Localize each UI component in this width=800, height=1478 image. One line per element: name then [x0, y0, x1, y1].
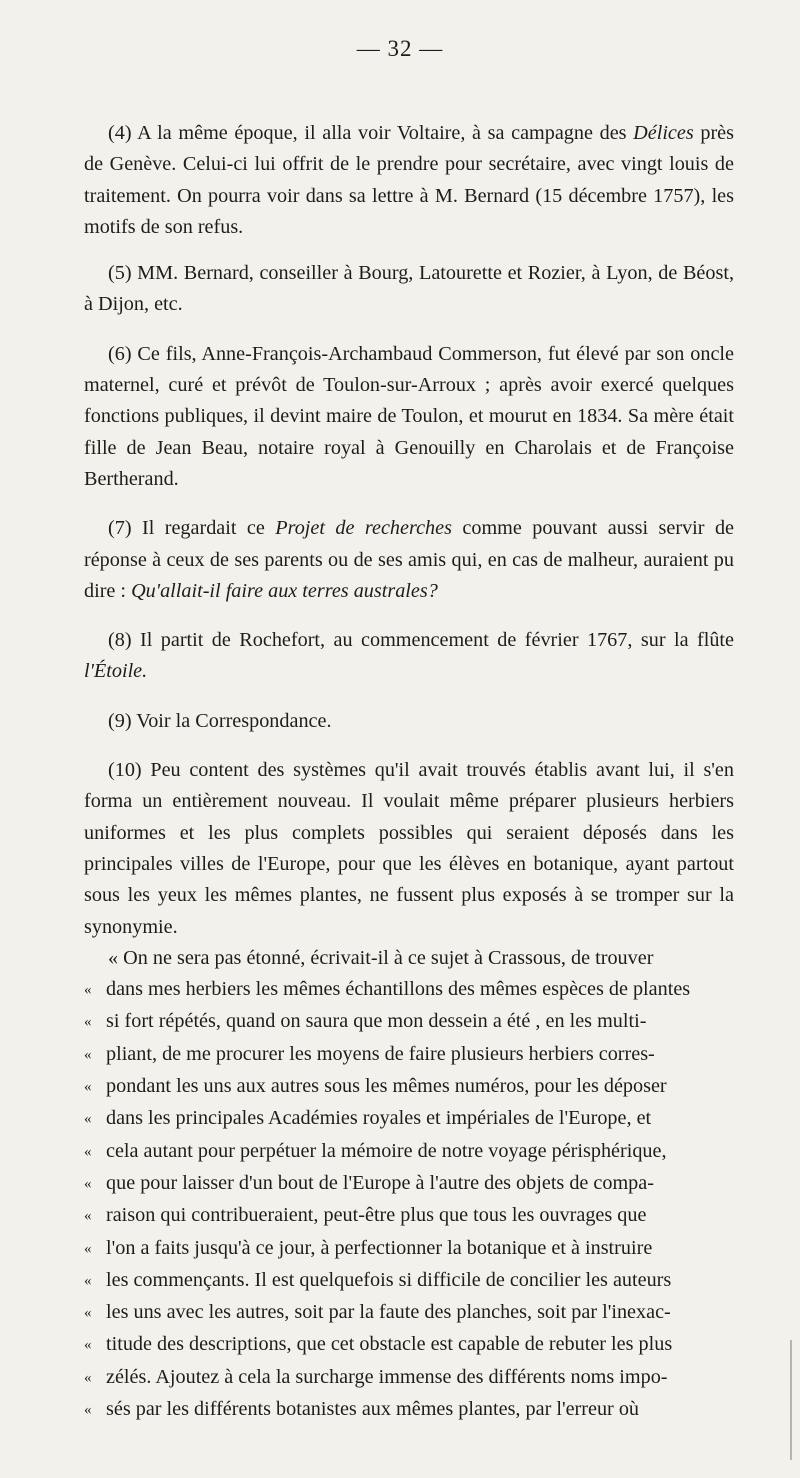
quote-line-text: pondant les uns aux autres sous les mêmes numéros, pour les déposer — [106, 1075, 667, 1098]
quote-line — [84, 1200, 734, 1232]
quote-mark: « — [84, 1305, 92, 1322]
quote-mark: « — [84, 1240, 92, 1257]
quote-line — [84, 1071, 734, 1103]
quote-line — [84, 1233, 734, 1265]
quote-line-text: titude des descriptions, que cet obstacle est capable de rebuter les plus — [106, 1333, 673, 1356]
note-8: (8) Il partit de Rochefort, au commencement de février 1767, sur la flûte l'Étoile. — [84, 629, 734, 683]
quote-line-text: les commençants. Il est quelquefois si difficile de concilier les auteurs — [106, 1268, 672, 1291]
quote-line-text: raison qui contribueraient, peut-être plus que tous les ouvrages que — [106, 1204, 647, 1227]
quote-mark: « — [84, 1401, 92, 1418]
quote-line — [84, 1168, 734, 1200]
note-7: (7) Il regardait ce Projet de recherches comme pouvant aussi servir de réponse à ceux de ses parents ou de ses amis qui, en cas de malheur, auraient pu dire : Qu'allait-il faire aux terres australes? — [84, 517, 734, 602]
quote-line-text: pliant, de me procurer les moyens de faire plusieurs herbiers corres- — [106, 1042, 655, 1065]
quote-line — [84, 1039, 734, 1071]
quote-line-text: les uns avec les autres, soit par la faute des planches, soit par l'inexac- — [106, 1301, 671, 1324]
quoted-letter — [84, 943, 734, 1426]
quote-mark: « — [84, 1175, 92, 1192]
quote-line-text: dans mes herbiers les mêmes échantillons des mêmes espèces de plantes — [106, 978, 691, 1001]
quote-mark: « — [84, 1208, 92, 1225]
quote-mark: « — [84, 1369, 92, 1386]
page-number: — 32 — — [356, 36, 444, 61]
quote-line-text: sés par les différents botanistes aux mêmes plantes, par l'erreur où — [106, 1397, 640, 1420]
quote-line — [84, 1329, 734, 1361]
quote-line — [84, 1006, 734, 1038]
quote-line — [84, 974, 734, 1006]
quote-line-text: que pour laisser d'un bout de l'Europe à l'autre des objets de compa- — [106, 1171, 654, 1194]
quote-mark: « — [84, 982, 92, 999]
quote-mark: « — [84, 1079, 92, 1096]
quote-line — [84, 1265, 734, 1297]
quote-mark: « — [84, 1111, 92, 1128]
quote-mark: « — [84, 1046, 92, 1063]
note-10: (10) Peu content des systèmes qu'il avait trouvés établis avant lui, il s'en forma un entièrement nouveau. Il voulait même préparer plusieurs herbiers uniformes et les plus complets possibles qui seraient déposés dans les principales villes de l'Europe, pour que les élèves en botanique, ayant partout sous les yeux les mêmes plantes, ne fussent plus exposés à se tromper sur la synonymie. — [84, 759, 734, 938]
quote-mark: « — [84, 1337, 92, 1354]
note-5: (5) MM. Bernard, conseiller à Bourg, Latourette et Rozier, à Lyon, de Béost, à Dijon, etc. — [84, 262, 734, 316]
quote-line-text: cela autant pour perpétuer la mémoire de notre voyage périsphérique, — [106, 1139, 667, 1162]
note-9: (9) Voir la Correspondance. — [108, 709, 332, 732]
quote-line — [84, 1362, 734, 1394]
quote-mark: « — [84, 1272, 92, 1289]
quote-line — [84, 1297, 734, 1329]
quote-line: « On ne sera pas étonné, écrivait-il à ce sujet à Crassous, de trouver — [108, 946, 654, 969]
quote-line-text: si fort répétés, quand on saura que mon dessein a été , en les multi- — [106, 1010, 647, 1033]
quote-line-text: zélés. Ajoutez à cela la surcharge immense des différents noms impo- — [106, 1365, 668, 1388]
quote-line — [84, 1394, 734, 1426]
quote-mark: « — [84, 1143, 92, 1160]
footnotes — [84, 118, 734, 1426]
note-6: (6) Ce fils, Anne-François-Archambaud Commerson, fut élevé par son oncle maternel, curé et prévôt de Toulon-sur-Arroux ; après avoir exercé quelques fonctions publiques, il devint maire de Toulon, et mourut en 1834. Sa mère était fille de Jean Beau, notaire royal à Genouilly en Charolais et de Françoise Bertherand. — [84, 342, 734, 490]
quote-lines — [84, 974, 734, 1426]
quote-line — [84, 1136, 734, 1168]
quote-line — [84, 1103, 734, 1135]
page-edge-mark — [790, 1340, 792, 1460]
quote-mark: « — [84, 1014, 92, 1031]
quote-line-text: l'on a faits jusqu'à ce jour, à perfectionner la botanique et à instruire — [106, 1236, 653, 1259]
quote-line-text: dans les principales Académies royales et impériales de l'Europe, et — [106, 1107, 652, 1130]
note-4: (4) A la même époque, il alla voir Voltaire, à sa campagne des Délices près de Genève. Celui-ci lui offrit de le prendre pour secrétaire, avec vingt louis de traitement. On pourra voir dans sa lettre à M. Bernard (15 décembre 1757), les motifs de son refus. — [84, 122, 734, 238]
